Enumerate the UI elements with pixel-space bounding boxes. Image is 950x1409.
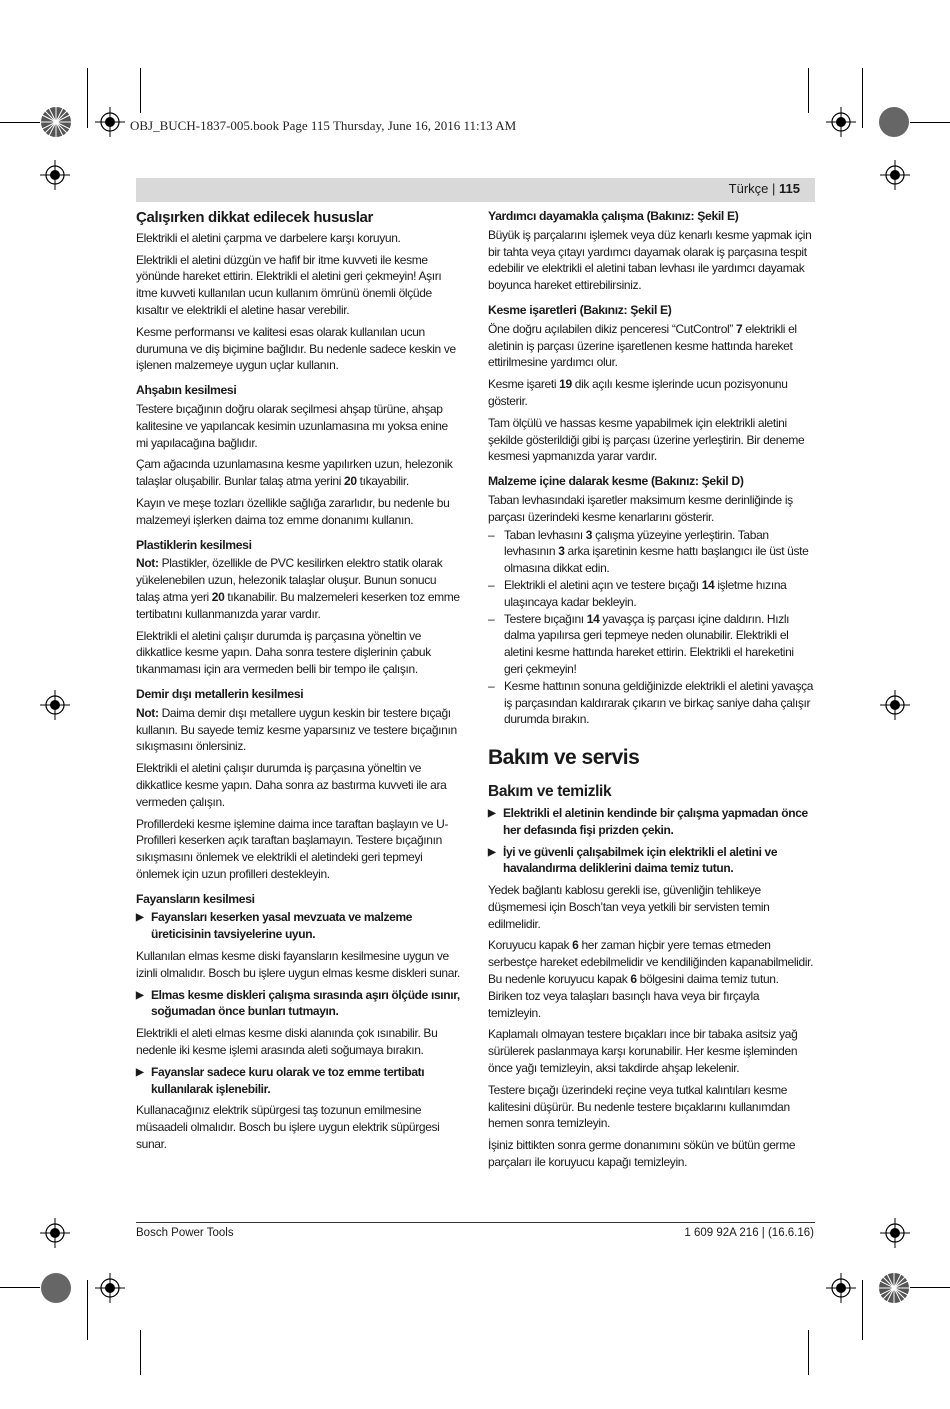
reference-number: 20 — [344, 474, 357, 489]
list-item: – Testere bıçağını 14 yavaşça iş parçası içine daldırın. Hızlı dalma yapılırsa geri tepmeye neden olunabilir. Elektrikli el aletini kesme hattında hareket ettirin. Elektrikli el hareketini geri çekmeyin! — [488, 611, 794, 676]
subsection-heading: Kesme işaretleri (Bakınız: Şekil E) — [488, 302, 672, 317]
registration-target-icon — [40, 1218, 70, 1248]
paragraph: Öne doğru açılabilen dikiz penceresi “CutControl” 7 elektrikli el aletinin iş parçası üzerine işaretlenen kesme hattında hareket ettirilmesine yardımcı olur. — [488, 321, 797, 370]
warning-triangle-icon: ▶ — [488, 807, 496, 819]
paragraph: Büyük iş parçalarını işlemek veya düz kenarlı kesme yapmak için bir tahta veya çıtayı yardımcı dayamak olarak iş parçasına tespit edebilir ve elektrikli el aletini taban levhası ile yardımcı dayamak boyunca hareket ettirebilirsiniz. — [488, 227, 812, 293]
subsection-heading: Fayansların kesilmesi — [136, 891, 255, 906]
crop-mark — [140, 68, 141, 113]
color-target-icon — [40, 106, 72, 143]
paragraph: Kullanılan elmas kesme diski fayansların kesilmesine uygun ve izinli olmalıdır. Bosch bu işlere uygun elmas kesme diskleri sunar. — [136, 949, 461, 980]
reference-number: 6 — [572, 938, 579, 953]
registration-target-icon — [880, 160, 910, 190]
list-item: – Taban levhasını 3 çalışma yüzeyine yerleştirin. Taban levhasının 3 arka işaretinin kesme hattı başlangıcı ile üst üste olmasına dikkat edin. — [488, 527, 809, 576]
page-header — [729, 181, 800, 196]
paragraph: Not: Daima demir dışı metallere uygun keskin bir testere bıçağı kullanın. Bu sayede temiz kesme yaparsınız ve testere bıçağının sıkışmasını önlersiniz. — [136, 705, 457, 754]
paragraph: Not: Plastikler, özellikle de PVC kesilirken elektro statik olarak yükelenebilen uzun, helezonik talaşlar oluşur. Bunun sonucu talaş atma yeri 20 tıkanabilir. Bu malzemeleri keserken toz emme tertibatını kullanmanızda yarar vardır. — [136, 556, 460, 621]
crop-mark — [0, 1287, 40, 1288]
section-heading: Çalışırken dikkat edilecek hususlar — [136, 209, 374, 226]
registration-target-icon — [95, 1273, 125, 1303]
reference-number: 7 — [735, 321, 743, 336]
paragraph: Koruyucu kapak 6 her zaman hiçbir yere temas etmeden serbestçe hareket edebilmelidir ve kendiliğinden kapanabilmelidir. Bu nedenle koruyucu kapak 6 bölgesini daima temiz tutun. Biriken toz veya talaşları basınçlı hava veya bir fırçayla temizleyin. — [488, 938, 814, 1020]
registration-target-icon — [880, 690, 910, 720]
crop-mark — [87, 1280, 88, 1340]
crop-mark — [140, 1330, 141, 1375]
list-item: – Kesme hattının sonuna geldiğinizde elektrikli el aletini yavaşça iş parçasından kaldırarak çıkarın ve birkaç saniye daha çalışır durumda bırakın. — [488, 678, 814, 727]
crop-mark — [808, 68, 809, 113]
paragraph: Elektrikli el aletini çarpma ve darbelere karşı koruyun. — [136, 230, 401, 245]
crop-mark — [0, 122, 40, 123]
reference-number: 6 — [630, 972, 637, 987]
footer-rule — [136, 1222, 815, 1223]
paragraph: Yedek bağlantı kablosu gerekli ise, güvenliğin tehlikeye düşmemesi için Bosch’tan veya yetkili bir servisten temin edilmelidir. — [488, 883, 770, 931]
paragraph: İşiniz bittikten sonra germe donanımını sökün ve bütün germe parçaları ile koruyucu kapağı temizleyin. — [488, 1138, 796, 1170]
warning-item: ▶ Fayansları keserken yasal mevzuata ve malzeme üreticisinin tavsiyelerine uyun. — [136, 910, 413, 942]
section-heading: Bakım ve temizlik — [488, 783, 612, 801]
registration-target-icon — [826, 1273, 856, 1303]
paragraph: Kesme işareti 19 dik açılı kesme işlerinde ucun pozisyonunu gösterir. — [488, 377, 788, 408]
paragraph: Tam ölçülü ve hassas kesme yapabilmek için elektrikli aletini şekilde gösterildiği gibi iş parçası üzerine yerleştirin. Bir deneme kesmesi yapmanızda yarar vardır. — [488, 415, 805, 464]
page-number: 115 — [779, 181, 800, 196]
note-label: Not: — [136, 556, 159, 571]
warning-item: ▶ İyi ve güvenli çalışabilmek için elektrikli el aletini ve havalandırma deliklerini daima temiz tutun. — [488, 844, 778, 876]
crop-mark — [87, 68, 88, 128]
footer-document-code: 1 609 92A 216 | (16.6.16) — [684, 1227, 814, 1239]
header-language: Türkçe — [728, 181, 769, 196]
crop-mark — [910, 1287, 950, 1288]
chapter-heading: Bakım ve servis — [488, 746, 640, 770]
reference-number: 19 — [559, 377, 572, 392]
registration-target-icon — [95, 107, 125, 137]
registration-target-icon — [826, 107, 856, 137]
crop-mark — [910, 122, 950, 123]
warning-triangle-icon: ▶ — [136, 989, 144, 1001]
paragraph: Elektrikli el aletini düzgün ve hafif bir itme kuvveti ile kesme yönünde hareket ettirin. Elektrikli el aletini geri çekmeyin! Aşırı itme kuvveti kullanılan ucun kullanım ömrünü önemli ölçüde kısaltır ve elektrikli el aletine hasar verebilir. — [136, 252, 442, 317]
paragraph: Profillerdeki kesme işlemine daima ince taraftan başlayın ve U-Profilleri keserken açık taraftan başlamayın. Testere bıçağının sıkışmasını önlemek ve elektrikli el aletindeki geri tepmeyi önlemek için uzun profilleri destekleyin. — [136, 816, 449, 881]
left-column — [136, 208, 462, 1158]
warning-triangle-icon: ▶ — [136, 912, 144, 924]
paragraph: Kullanacağınız elektrik süpürgesi taş tozunun emilmesine müsaadeli olmalıdır. Bosch bu işlere uygun elektrik süpürgesi sunar. — [136, 1103, 440, 1152]
list-item: – Elektrikli el aletini açın ve testere bıçağı 14 işletme hızına ulaşıncaya kadar bekleyin. — [488, 577, 787, 609]
paragraph: Testere bıçağı üzerindeki reçine veya tutkal kalıntıları kesme kalitesini düşürür. Bu nedenle testere bıçaklarını kullanımdan hemen sonra temizleyin. — [488, 1082, 790, 1131]
paragraph: Kaplamalı olmayan testere bıçakları ince bir tabaka asitsiz yağ sürülerek paslanmaya karşı korunabilir. Her kesme işleminden önce yağı temizleyin, aksi takdirde ahşap lekelenir. — [488, 1027, 798, 1076]
color-target-icon — [878, 106, 910, 143]
subsection-heading: Malzeme içine dalarak kesme (Bakınız: Şekil D) — [488, 474, 744, 489]
paragraph: Çam ağacında uzunlamasına kesme yapılırken uzun, helezonik talaşlar oluşabilir. Bunlar talaş atma yerini 20 tıkayabilir. — [136, 457, 453, 489]
crop-mark — [808, 1330, 809, 1375]
footer-brand: Bosch Power Tools — [136, 1227, 234, 1239]
reference-number: 20 — [211, 589, 225, 604]
registration-target-icon — [40, 690, 70, 720]
paragraph: Taban levhasındaki işaretler maksimum kesme derinliğinde iş parçası üzerindeki kesme kenarlarını gösterir. — [488, 492, 793, 524]
subsection-heading: Plastiklerin kesilmesi — [136, 537, 252, 552]
registration-target-icon — [880, 1218, 910, 1248]
warning-item: ▶ Fayanslar sadece kuru olarak ve toz emme tertibatı kullanılarak işlenebilir. — [136, 1064, 425, 1096]
paragraph: Elektrikli el aletini çalışır durumda iş parçasına yöneltin ve dikkatlice kesme yapın. Daha sonra testere dişlerinin çabuk tıkanmaması için ara vermeden belli bir tempo ile çalışın. — [136, 628, 431, 677]
paragraph: Elektrikli el aleti elmas kesme diski alanında çok ısınabilir. Bu nedenle iki kesme işlemi arasında aleti soğumaya bırakın. — [136, 1026, 438, 1058]
crop-mark — [862, 1280, 863, 1340]
paragraph: Kayın ve meşe tozları özellikle sağlığa zararlıdır, bu nedenle bu malzemeyi işlerken daima toz emme donanımı kullanın. — [136, 495, 450, 527]
crop-mark — [862, 68, 863, 128]
warning-item: ▶ Elmas kesme diskleri çalışma sırasında aşırı ölçüde ısınır, soğumadan önce bunları tutmayın. — [136, 987, 460, 1019]
print-slug: OBJ_BUCH-1837-005.book Page 115 Thursday, June 16, 2016 11:13 AM — [130, 118, 517, 133]
color-target-icon — [40, 1272, 72, 1309]
subsection-heading: Ahşabın kesilmesi — [136, 383, 237, 398]
warning-item: ▶ Elektrikli el aletinin kendinde bir çalışma yapmadan önce her defasında fişi prizden çekin. — [488, 805, 808, 837]
header-separator: | — [768, 181, 780, 196]
subsection-heading: Yardımcı dayamakla çalışma (Bakınız: Şekil E) — [488, 209, 739, 223]
right-column — [488, 208, 814, 1176]
warning-triangle-icon: ▶ — [488, 846, 496, 858]
paragraph: Testere bıçağının doğru olarak seçilmesi ahşap türüne, ahşap kalitesine ve yapılancak kesimin uzunlamasına mı yoksa enine mi yapılacağına bağlıdır. — [136, 401, 448, 450]
registration-target-icon — [40, 160, 70, 190]
color-target-icon — [878, 1272, 910, 1309]
paragraph: Kesme performansı ve kalitesi esas olarak kullanılan ucun durumuna ve diş biçimine bağlıdır. Bu nedenle sadece keskin ve işlenen malzemeye uygun uçlar kullanın. — [136, 324, 456, 373]
header-bar — [136, 178, 815, 202]
note-label: Not: — [136, 705, 159, 720]
warning-triangle-icon: ▶ — [136, 1066, 144, 1078]
paragraph: Elektrikli el aletini çalışır durumda iş parçasına yöneltin ve dikkatlice kesme yapın. Daha sonra az bastırma kuvveti ile ara vermeden çalışın. — [136, 761, 447, 809]
subsection-heading: Demir dışı metallerin kesilmesi — [136, 686, 304, 701]
